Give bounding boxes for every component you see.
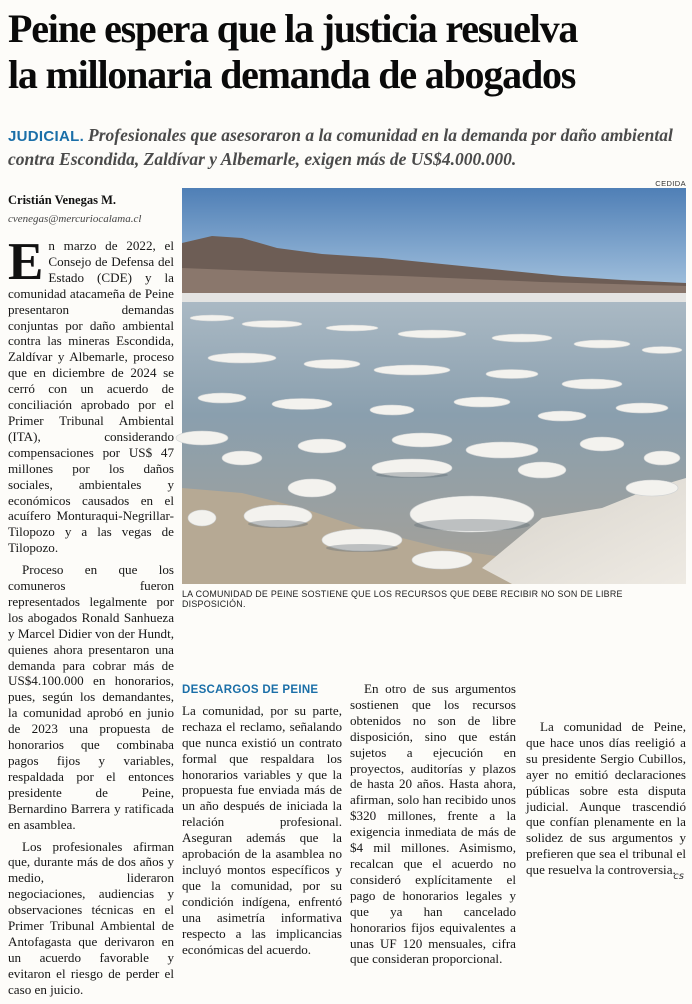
- paragraph-5: En otro de sus argumentos sostienen que los recursos obtenidos no son de libre disposición, sino que están sujetos a ejecución en proyectos, auditorías y plazos de hasta 20 años. Hasta ahora, afirman, solo han recibido unos $320 millones, frente a la exigencia inmediata de más de $4 mil millones. Asimismo, recalcan que el acuerdo no consideró explícitamente el pago de honorarios legales y que ya han cancelado honorarios fijos equivalentes a unas UF 120 mensuales, cifra que consideran proporcional.: [350, 681, 516, 967]
- paragraph-3: Los profesionales afirman que, durante más de dos años y medio, lideraron negociaciones, audiencias y observaciones técnicas en el Primer Tribunal Ambiental de Antofagasta que derivaron en un acuerdo favorable y evitaron el riesgo de perder el caso en juicio.: [8, 838, 174, 997]
- headline-line-2: la millonaria demanda de abogados: [8, 52, 576, 97]
- end-mark: cs: [673, 871, 684, 882]
- article-column-1: [8, 233, 174, 1004]
- article-column-2: [182, 623, 342, 963]
- section-kicker: JUDICIAL.: [8, 128, 85, 145]
- paragraph-6: La comunidad de Peine, que hace unos días reeligió a su presidente Sergio Cubillos, ayer no emitió declaraciones públicas sobre esta disputa judicial. Aunque trascendió que confían plenamente en la solidez de sus argumentos y prefieren que sea el tribunal el que resuelva la controversia.: [526, 719, 686, 878]
- photo-caption: LA COMUNIDAD DE PEINE SOSTIENE QUE LOS RECURSOS QUE DEBE RECIBIR NO SON DE LIBRE DISPOSICIÓN.: [182, 589, 623, 609]
- byline: [8, 193, 174, 225]
- article-column-4: [526, 623, 686, 884]
- salt-flat-lagoon-image: [182, 188, 686, 584]
- deck-text: Profesionales que asesoraron a la comunidad en la demanda por daño ambiental contra Escondida, Zaldívar y Albemarle, exigen más de US$4.000.000.: [8, 125, 673, 169]
- headline: [8, 6, 688, 98]
- headline-line-1: Peine espera que la justicia resuelva: [8, 6, 578, 51]
- photo-credit: CEDIDA: [655, 179, 686, 188]
- lead-photo: [182, 188, 686, 584]
- article-column-3: [350, 623, 516, 973]
- paragraph-1: n marzo de 2022, el Consejo de Defensa del Estado (CDE) y la comunidad atacameña de Peine presentaron demandas conjuntas por daño ambiental contra las mineras Escondida, Zaldívar y Albemarle, proceso que en diciembre de 2024 se cerró con un acuerdo de conciliación aprobado por el Primer Tribunal Ambiental (ITA), considerando compensaciones por US$ 47 millones por los daños sociales, ambientales y económicos causados en el acuífero Monturaqui-Negrillar-Tilopozo y a las vegas de Tilopozo.: [8, 238, 174, 556]
- paragraph-2: Proceso en que los comuneros fueron representados legalmente por los abogados Ronald Sanhueza y Marcel Didier von der Hundt, quienes ahora presentaron una demanda para cobrar más de US$4.100.000 en honorarios, pues, según los demandantes, la comunidad aprobó en junio de 2023 una propuesta de honorarios que combinaba pagos fijos y variables, respaldada por el entonces presidente de Peine, Bernardino Barrera y ratificada en asamblea.: [8, 562, 174, 832]
- author-name: Cristián Venegas M.: [8, 193, 116, 207]
- drop-cap: E: [8, 233, 44, 291]
- paragraph-4: La comunidad, por su parte, rechaza el reclamo, señalando que nunca existió un contrato formal que respaldara los honorarios variables y que la propuesta fue enviada más de un año después de iniciada la relación profesional. Aseguran además que la aprobación de la asamblea no incluyó montos específicos y que la comunidad, por su condición indígena, enfrentó una asimetría informativa respecto a las implicancias económicas del acuerdo.: [182, 702, 342, 957]
- deck: [8, 124, 688, 171]
- author-email[interactable]: cvenegas@mercuriocalama.cl: [8, 213, 142, 225]
- section-subhead: DESCARGOS DE PEINE: [182, 684, 319, 696]
